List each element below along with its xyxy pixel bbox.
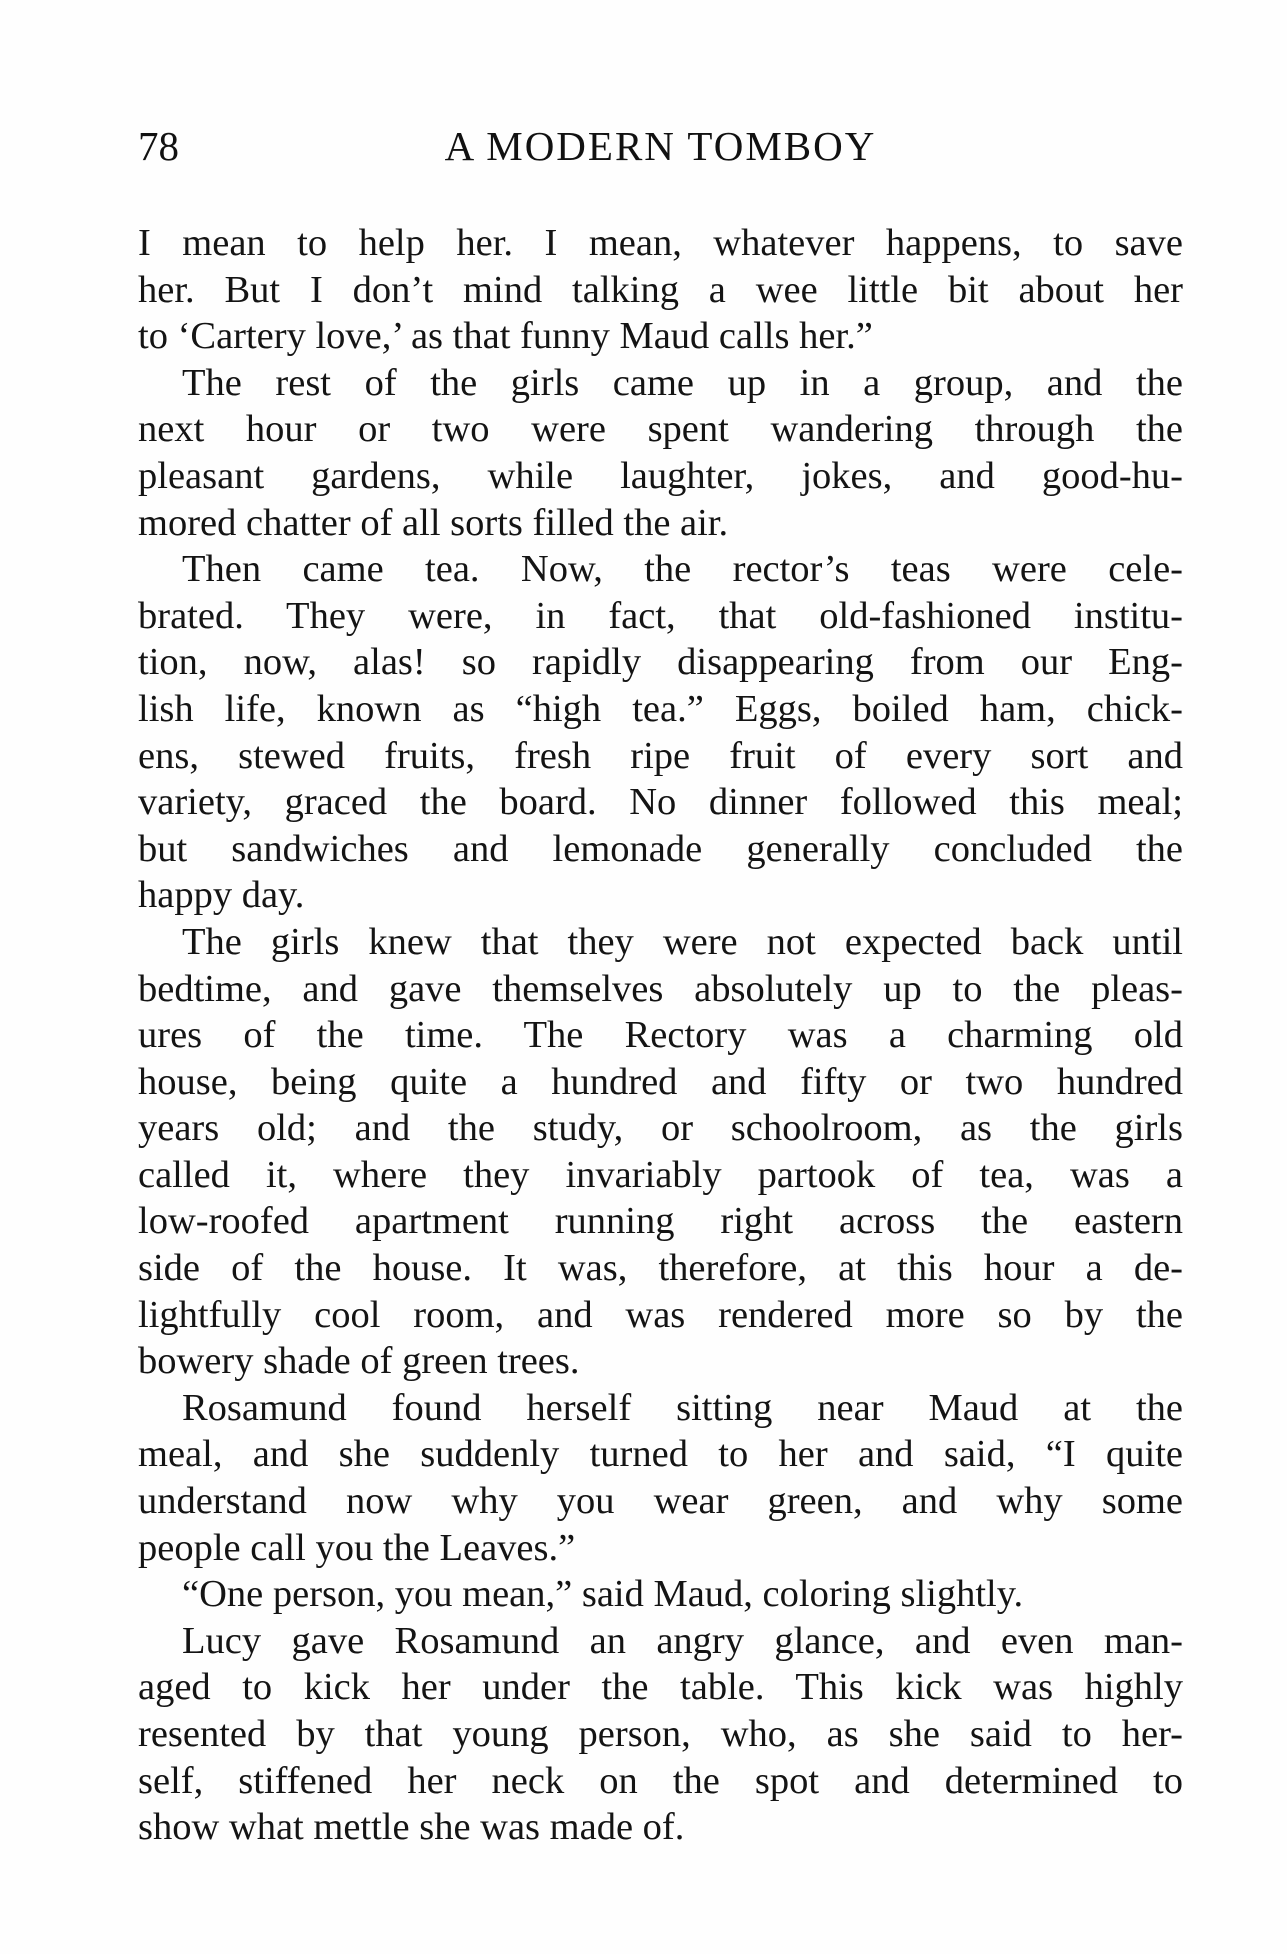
paragraph [138,1618,1183,1851]
text-line: her. But I don’t mind talking a wee little bit about her [138,268,1183,311]
paragraph [138,919,1183,1385]
paragraph [138,1571,1183,1618]
text-line: “One person, you mean,” said Maud, coloring slightly. [182,1573,1024,1616]
text-line: meal, and she suddenly turned to her and said, “I quite [138,1433,1183,1476]
text-line: pleasant gardens, while laughter, jokes, and good-hu- [138,454,1183,497]
paragraph [138,220,1183,360]
text-line: to ‘Cartery love,’ as that funny Maud calls her.” [138,315,873,358]
text-line: years old; and the study, or schoolroom, as the girls [138,1107,1183,1150]
text-line: aged to kick her under the table. This kick was highly [138,1666,1183,1709]
text-line: mored chatter of all sorts filled the air. [138,501,729,544]
text-line: lish life, known as “high tea.” Eggs, boiled ham, chick- [138,687,1183,730]
text-line: side of the house. It was, therefore, at this hour a de- [138,1247,1183,1290]
text-line: ens, stewed fruits, fresh ripe fruit of every sort and [138,734,1183,777]
body-text [138,220,1183,1851]
text-line: self, stiffened her neck on the spot and determined to [138,1759,1183,1802]
text-line: Then came tea. Now, the rector’s teas were cele- [182,548,1183,591]
text-line: low-roofed apartment running right across the eastern [138,1200,1183,1243]
text-line: Lucy gave Rosamund an angry glance, and even man- [182,1619,1183,1662]
text-line: ures of the time. The Rectory was a charming old [138,1014,1183,1057]
text-line: next hour or two were spent wandering through the [138,408,1183,451]
text-line: resented by that young person, who, as she said to her- [138,1713,1183,1755]
text-line: variety, graced the board. No dinner followed this meal; [138,781,1183,824]
paragraph [138,360,1183,546]
text-line: show what mettle she was made of. [138,1806,685,1849]
text-line: tion, now, alas! so rapidly disappearing from our Eng- [138,641,1183,684]
text-line: I mean to help her. I mean, whatever happens, to save [138,222,1183,264]
paragraph [138,1385,1183,1571]
running-head: A MODERN TOMBOY [444,123,877,169]
text-line: The girls knew that they were not expected back until [182,920,1183,963]
text-line: bedtime, and gave themselves absolutely up to the pleas- [138,967,1183,1010]
text-line: lightfully cool room, and was rendered more so by the [138,1293,1183,1336]
paragraph [138,546,1183,919]
text-line: brated. They were, in fact, that old-fashioned institu- [138,594,1183,637]
text-line: happy day. [138,874,305,917]
text-line: called it, where they invariably partook of tea, was a [138,1153,1183,1196]
text-line: Rosamund found herself sitting near Maud at the [182,1386,1183,1429]
text-line: understand now why you wear green, and why some [138,1480,1183,1523]
text-line: The rest of the girls came up in a group, and the [182,361,1183,404]
page-header [138,122,1183,178]
text-line: people call you the Leaves.” [138,1526,576,1569]
text-line: bowery shade of green trees. [138,1340,580,1383]
text-line: house, being quite a hundred and fifty or two hundred [138,1060,1183,1103]
text-line: but sandwiches and lemonade generally concluded the [138,827,1183,870]
page-number: 78 [138,123,179,169]
